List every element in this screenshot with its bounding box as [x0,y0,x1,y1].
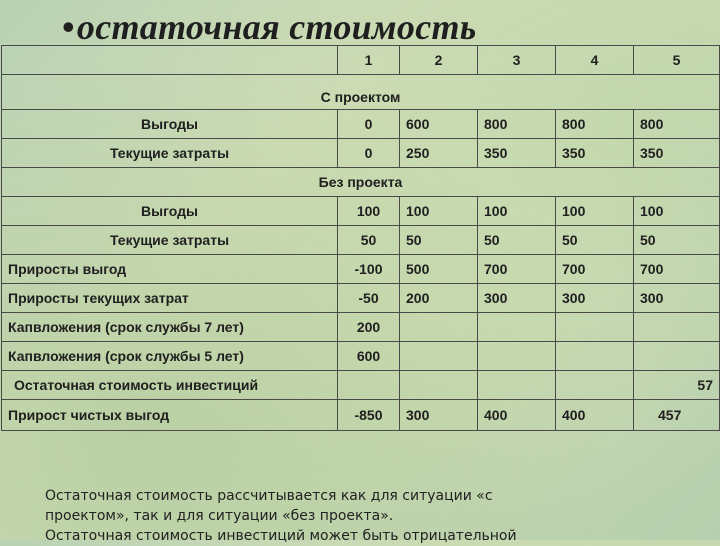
row-label: Остаточная стоимость инвестиций [2,371,338,400]
row-label: Текущие затраты [2,226,338,255]
table-cell [400,371,478,400]
table-cell: 300 [478,284,556,313]
section-label-without-project: Без проекта [2,168,720,197]
section-row-without-project [2,168,720,197]
section-label-with-project: С проектом [2,75,720,110]
row-label: Капвложения (срок службы 7 лет) [2,313,338,342]
table-cell [556,313,634,342]
table-cell: 100 [556,197,634,226]
table-cell: 700 [556,255,634,284]
table-cell: -850 [338,400,400,431]
note-line: Остаточная стоимость рассчитывается как для ситуации «с [45,488,493,504]
table-row [2,371,720,400]
table-cell [634,313,720,342]
row-label: Выгоды [2,197,338,226]
table-cell: 400 [556,400,634,431]
table-cell: 0 [338,110,400,139]
table-cell: 100 [478,197,556,226]
table-cell [556,371,634,400]
table-cell: 457 [634,400,720,431]
table-row [2,342,720,371]
row-label: Прирост чистых выгод [2,400,338,431]
table-cell [478,342,556,371]
header-cell: 5 [634,46,720,75]
table-cell: -50 [338,284,400,313]
table-row [2,226,720,255]
table-cell [338,371,400,400]
table-cell: 700 [478,255,556,284]
header-cell: 4 [556,46,634,75]
table-cell: 50 [478,226,556,255]
table-cell: 200 [400,284,478,313]
table-cell: 100 [400,197,478,226]
table-cell: 250 [400,139,478,168]
table-cell: 600 [400,110,478,139]
note-line: проектом», так и для ситуации «без проекта». [45,508,394,524]
table-cell: 500 [400,255,478,284]
table-cell [634,342,720,371]
table-cell: 800 [634,110,720,139]
table-cell: 800 [478,110,556,139]
table-cell: 350 [478,139,556,168]
table-cell [478,371,556,400]
table-cell: 100 [338,197,400,226]
table-cell: 57 [634,371,720,400]
table-cell: 350 [556,139,634,168]
table-row [2,139,720,168]
table-cell: 800 [556,110,634,139]
row-label: Приросты выгод [2,255,338,284]
header-cell: 2 [400,46,478,75]
table-cell: 100 [634,197,720,226]
row-label: Приросты текущих затрат [2,284,338,313]
table-cell: 50 [634,226,720,255]
table-cell: -100 [338,255,400,284]
table-cell: 300 [400,400,478,431]
note-line: Остаточная стоимость инвестиций может быть отрицательной [45,528,517,544]
slide-title [62,6,477,48]
table-cell: 700 [634,255,720,284]
table-cell: 200 [338,313,400,342]
table-row [2,400,720,431]
table-cell: 400 [478,400,556,431]
table-cell [556,342,634,371]
table-row [2,255,720,284]
table-cell: 50 [400,226,478,255]
section-row-with-project [2,75,720,110]
residual-value-table [1,45,720,431]
table-cell [400,342,478,371]
row-label: Выгоды [2,110,338,139]
table-cell: 0 [338,139,400,168]
table-cell: 300 [634,284,720,313]
header-cell: 3 [478,46,556,75]
table-cell [400,313,478,342]
table-cell: 600 [338,342,400,371]
table-cell: 50 [338,226,400,255]
table-header-row [2,46,720,75]
table-cell: 300 [556,284,634,313]
table-cell: 50 [556,226,634,255]
header-cell: 1 [338,46,400,75]
row-label: Капвложения (срок службы 5 лет) [2,342,338,371]
table-cell: 350 [634,139,720,168]
table-row [2,197,720,226]
bullet-icon: • [62,7,75,47]
table-row [2,110,720,139]
explanatory-note [45,486,685,546]
table-row [2,313,720,342]
header-cell-empty [2,46,338,75]
table-row [2,284,720,313]
row-label: Текущие затраты [2,139,338,168]
table-cell [478,313,556,342]
slide-title-text: остаточная стоимость [76,7,477,47]
